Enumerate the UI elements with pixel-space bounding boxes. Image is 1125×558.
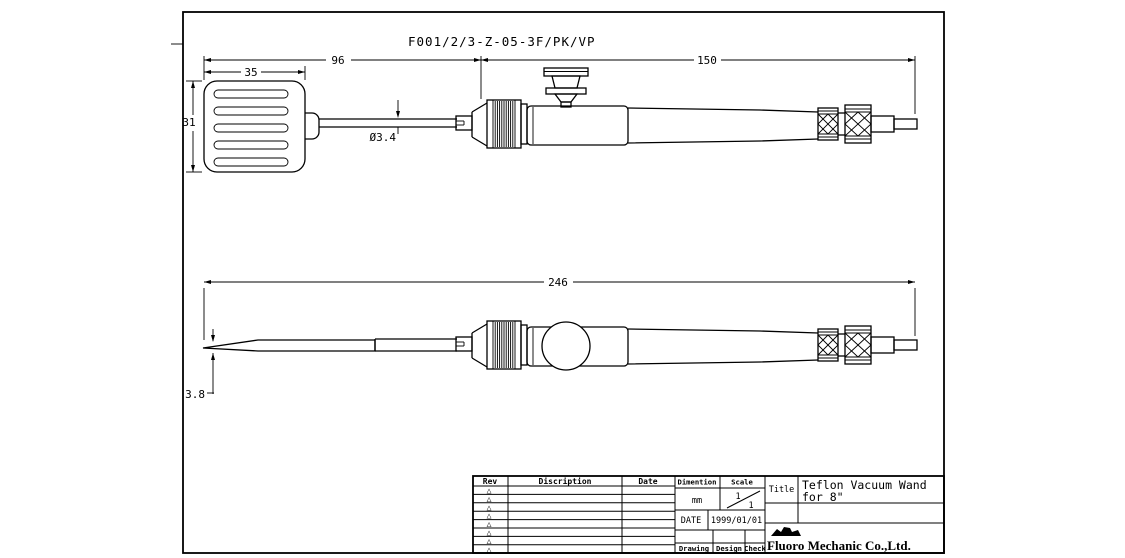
revision-triangle-icon: △ <box>486 486 492 495</box>
drawing-signature-label: Drawing <box>678 544 710 553</box>
valve-body-side-view <box>527 322 628 370</box>
connector-side-view <box>456 324 487 367</box>
handle-side-view <box>628 329 818 364</box>
valve-knob-side-view <box>542 322 590 370</box>
dimension-label-246: 246 <box>548 276 568 289</box>
revision-triangle-icon: △ <box>486 494 492 504</box>
paddle-neck <box>305 113 319 139</box>
revision-triangle-icon: △ <box>486 528 492 537</box>
description-column-header: Discription <box>538 477 592 486</box>
dim-3-8 <box>185 329 215 401</box>
date-label: DATE <box>680 516 702 526</box>
dim-shaft-diameter <box>370 100 401 144</box>
knurled-nut-top-view <box>487 100 527 148</box>
revision-triangles <box>487 486 492 554</box>
check-signature-label: Check <box>744 544 766 553</box>
dimension-label-31: 31 <box>182 116 196 129</box>
scale-slash <box>727 491 760 508</box>
date-column-header: Date <box>638 477 658 486</box>
dimension-label-35: 35 <box>244 66 258 79</box>
dimention-unit: mm <box>691 496 703 506</box>
blade-side-view <box>203 340 375 351</box>
top-view <box>182 54 917 172</box>
title-block <box>473 476 944 554</box>
drawing-title-line2: for 8" <box>802 490 844 504</box>
paddle-head <box>204 81 319 172</box>
dimension-label-3-8: 3.8 <box>185 388 205 401</box>
dimension-label-150: 150 <box>697 54 717 67</box>
end-fitting-side-view <box>871 337 917 353</box>
end-rings-side-view <box>818 326 871 364</box>
rev-column-header: Rev <box>482 477 498 486</box>
title-label: Title <box>768 485 795 495</box>
knurled-nut-side-view <box>487 321 527 369</box>
connector-top-view <box>456 103 487 146</box>
side-view <box>185 276 917 401</box>
valve-knob-top-view <box>544 68 588 107</box>
scale-numerator: 1 <box>735 492 741 502</box>
dimension-label-96: 96 <box>331 54 345 67</box>
scale-denominator: 1 <box>748 501 754 511</box>
shaft-top-view <box>319 119 457 127</box>
drawing-number: F001/2/3-Z-05-3F/PK/VP <box>408 34 596 49</box>
revision-triangle-icon: △ <box>486 536 492 546</box>
valve-body-top-view <box>527 106 628 145</box>
end-fitting-top-view <box>871 116 917 132</box>
revision-triangle-icon: △ <box>486 519 492 529</box>
dim-35 <box>204 66 305 80</box>
revision-triangle-icon: △ <box>486 502 492 512</box>
date-value: 1999/01/01 <box>710 516 763 526</box>
design-signature-label: Design <box>716 544 742 553</box>
company-name: Fluoro Mechanic Co.,Ltd. <box>767 538 911 553</box>
drawing-title-line1: Teflon Vacuum Wand <box>802 478 927 492</box>
end-rings-top-view <box>818 105 871 143</box>
dim-31 <box>182 81 202 172</box>
scale-label: Scale <box>731 477 753 487</box>
shaft-side-view <box>375 339 457 351</box>
handle-top-view <box>628 108 818 143</box>
dimension-label-diameter: Ø3.4 <box>369 131 396 144</box>
dimention-label: Dimention <box>677 477 717 487</box>
revision-triangle-icon: △ <box>486 544 492 554</box>
company-logo <box>771 527 801 536</box>
revision-triangle-icon: △ <box>486 511 492 521</box>
